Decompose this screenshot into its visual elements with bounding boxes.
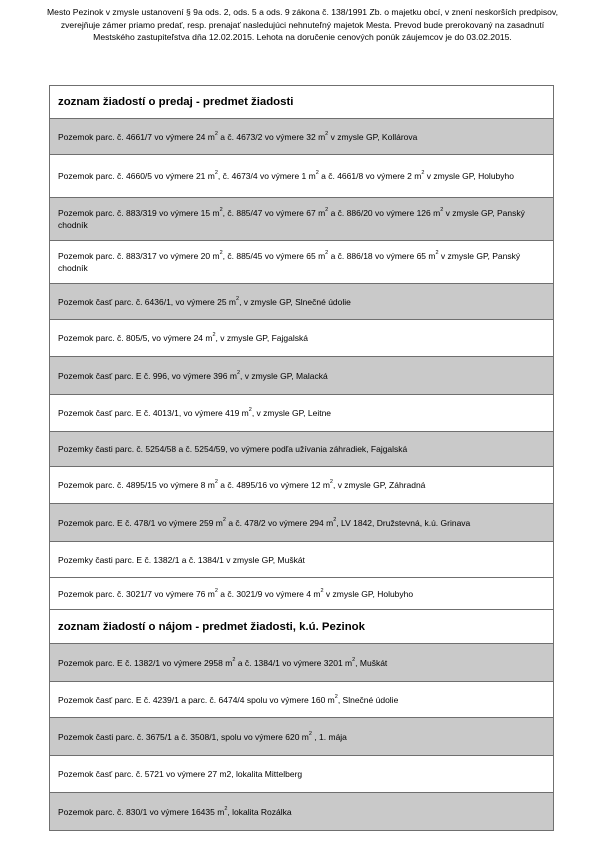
row-text: Pozemok časti parc. č. 3675/1 a č. 3508/1, spolu vo výmere 620 $m^2$ , 1. mája xyxy=(58,730,347,742)
announcement-text: Mesto Pezinok v zmysle ustanovení § 9a ods. 2, ods. 5 a ods. 9 zákona č. 138/1991 Zb. o majetku obcí, v znení neskorších predpisov, zverejňuje zámer priamo predať, resp. prenajať nasledujúci nehnuteľný majetok Mesta. Prevod bude prerokovaný na zasadnutí Mestského zastupiteľstva dňa 12.02.2015. Lehota na doručenie cenových ponúk záujemcov je do 03.02.2015. xyxy=(47,7,558,42)
table-row xyxy=(50,718,553,756)
row-text: Pozemok parc. č. 883/317 vo výmere 20 $m^2$, č. 885/45 vo výmere 65 $m^2$ a č. 886/18 vo výmere 65 $m^2$ v zmysle GP, Panský chodník xyxy=(58,250,521,273)
table-row xyxy=(50,504,553,542)
table-row xyxy=(50,542,553,578)
table-row xyxy=(50,241,553,284)
row-text: Pozemok parc. č. 3021/7 vo výmere 76 $m^2$ a č. 3021/9 vo výmere 4 $m^2$ v zmysle GP, Holubyho xyxy=(58,587,414,599)
table-row xyxy=(50,432,553,467)
row-text: Pozemok časť parc. E č. 996, vo výmere 396 $m^2$, v zmysle GP, Malacká xyxy=(58,369,328,381)
table-row xyxy=(50,284,553,320)
table-row xyxy=(50,682,553,718)
table-row xyxy=(50,357,553,395)
table-row xyxy=(50,320,553,357)
table-row xyxy=(50,793,553,830)
row-text: Pozemok parc. č. 805/5, vo výmere 24 $m^2$, v zmysle GP, Fajgalská xyxy=(58,332,308,343)
table-row xyxy=(50,155,553,198)
row-text: Pozemok parc. č. 4660/5 vo výmere 21 $m^2$, č. 4673/4 vo výmere 1 $m^2$ a č. 4661/8 vo výmere 2 $m^2$ v zmysle GP, Holubyho xyxy=(58,170,514,181)
row-text: Pozemok parc. E č. 478/1 vo výmere 259 $m^2$ a č. 478/2 vo výmere 294 $m^2$, LV 1842, Družstevná, k.ú. Grinava xyxy=(58,516,471,528)
row-text: Pozemky časti parc. E č. 1382/1 a č. 1384/1 v zmysle GP, Muškát xyxy=(58,554,305,565)
table-row xyxy=(50,644,553,682)
row-text: Pozemok časť parc. E č. 4239/1 a parc. č. 6474/4 spolu vo výmere 160 $m^2$, Slnečné údolie xyxy=(58,693,399,705)
row-text: Pozemok parc. č. 883/319 vo výmere 15 $m^2$, č. 885/47 vo výmere 67 $m^2$ a č. 886/20 vo výmere 126 $m^2$ v zmysle GP, Panský chodník xyxy=(58,207,525,230)
section-header xyxy=(50,610,553,644)
row-text: Pozemok časť parc. E č. 4013/1, vo výmere 419 $m^2$, v zmysle GP, Leitne xyxy=(58,407,332,418)
row-text: Pozemok časť parc. č. 5721 vo výmere 27 m2, lokalita Mittelberg xyxy=(58,769,303,779)
section-title: zoznam žiadostí o predaj - predmet žiadosti xyxy=(58,96,294,108)
row-text: Pozemok parc. č. 4661/7 vo výmere 24 $m^2$ a č. 4673/2 vo výmere 32 $m^2$ v zmysle GP, Kollárova xyxy=(58,130,418,142)
row-text: Pozemok parc. č. 4895/15 vo výmere 8 $m^2$ a č. 4895/16 vo výmere 12 $m^2$, v zmysle GP, Záhradná xyxy=(58,479,426,490)
table-row xyxy=(50,119,553,155)
row-text: Pozemky časti parc. č. 5254/58 a č. 5254/59, vo výmere podľa užívania záhradiek, Fajgalská xyxy=(58,444,408,454)
row-text: Pozemok parc. č. 830/1 vo výmere 16435 $m^2$, lokalita Rozálka xyxy=(58,805,292,817)
table-row xyxy=(50,395,553,432)
table-row xyxy=(50,198,553,241)
table-row xyxy=(50,578,553,610)
row-text: Pozemok parc. E č. 1382/1 vo výmere 2958 $m^2$ a č. 1384/1 vo výmere 3201 $m^2$, Muškát xyxy=(58,656,388,668)
requests-table xyxy=(49,85,554,831)
section-header xyxy=(50,86,553,119)
table-row xyxy=(50,467,553,504)
section-title: zoznam žiadostí o nájom - predmet žiadosti, k.ú. Pezinok xyxy=(58,620,365,633)
table-row xyxy=(50,756,553,793)
row-text: Pozemok časť parc. č. 6436/1, vo výmere 25 $m^2$, v zmysle GP, Slnečné údolie xyxy=(58,295,351,307)
